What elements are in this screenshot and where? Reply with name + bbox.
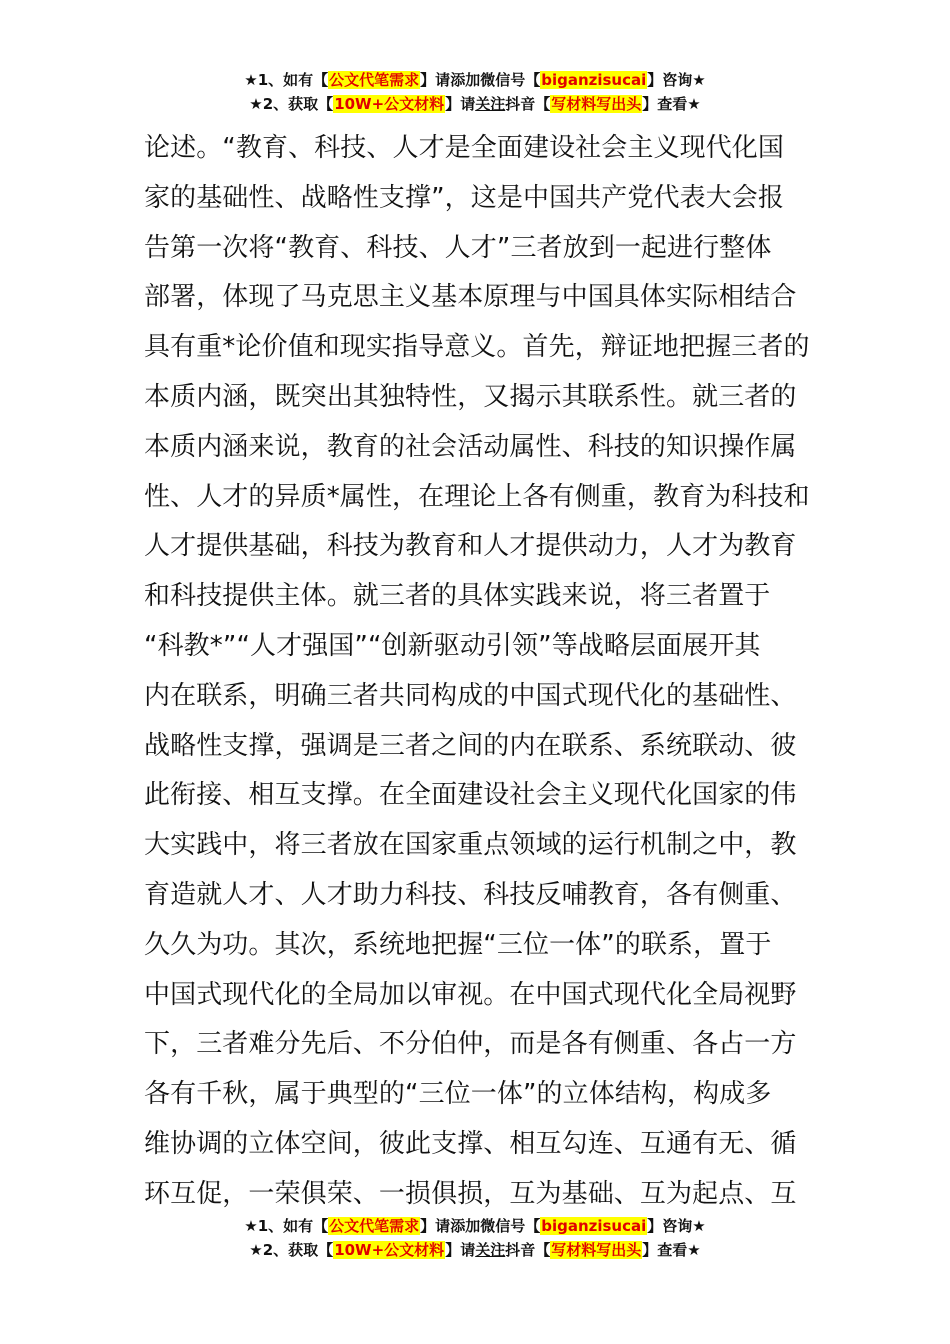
body-text-line: 部署，体现了马克思主义基本原理与中国具体实际相结合 [144,282,797,313]
footer-banner-line-2 [0,1238,950,1262]
body-text-line: 中国式现代化的全局加以审视。在中国式现代化全局视野 [144,979,797,1010]
body-text-line: 性、人才的异质*属性，在理论上各有侧重，教育为科技和 [144,481,810,512]
banner-text: ★2、获取【 [249,1241,334,1259]
banner-text: 抖音【 [505,95,551,113]
banner-text: 】咨询★ [647,71,706,89]
body-text-line: 维协调的立体空间，彼此支撑、相互勾连、互通有无、循 [144,1128,797,1159]
banner-emphasis: 添加 [450,71,481,89]
banner-highlight-douyin-id: 写材料写出头 [551,95,642,113]
body-text-line: 育造就人才、人才助力科技、科技反哺教育，各有侧重、 [144,879,797,910]
header-banner [0,68,950,116]
banner-highlight-service: 公文代笔需求 [329,1217,420,1235]
banner-highlight-service: 公文代笔需求 [329,71,420,89]
banner-text: 】请 [420,1217,451,1235]
body-text-line: 论述。“教育、科技、人才是全面建设社会主义现代化国 [144,133,784,163]
header-banner-line-1 [0,68,950,92]
header-banner-line-2 [0,92,950,116]
banner-text: 】请 [420,71,451,89]
body-text-line: 具有重*论价值和现实指导意义。首先，辩证地把握三者的 [144,332,810,363]
banner-text: ★2、获取【 [249,95,334,113]
banner-highlight-wechat-id: biganzisucai [541,1217,647,1235]
body-text-line: 和科技提供主体。就三者的具体实践来说，将三者置于 [144,581,771,612]
footer-banner-line-1 [0,1214,950,1238]
body-text-line: 人才提供基础，科技为教育和人才提供动力，人才为教育 [144,531,797,562]
banner-text: 微信号【 [480,71,541,89]
body-text-line: 各有千秋，属于典型的“三位一体”的立体结构，构成多 [144,1079,772,1110]
footer-banner [0,1214,950,1262]
body-text-line: 本质内涵，既突出其独特性，又揭示其联系性。就三者的 [144,381,797,412]
banner-text: 】请 [445,1241,476,1259]
banner-highlight-materials: 10W+公文材料 [334,95,445,113]
body-text-line: 此衔接、相互支撑。在全面建设社会主义现代化国家的伟 [144,780,797,811]
body-text-line: 本质内涵来说，教育的社会活动属性、科技的知识操作属 [144,431,797,462]
banner-highlight-wechat-id: biganzisucai [541,71,647,89]
body-text-line: “科教*”“人才强国”“创新驱动引领”等战略层面展开其 [144,630,761,661]
banner-emphasis: 添加 [450,1217,481,1235]
banner-text: 】查看★ [642,1241,701,1259]
banner-text: 抖音【 [505,1241,551,1259]
body-text-line: 下，三者难分先后、不分伯仲，而是各有侧重、各占一方 [144,1029,797,1060]
body-text-line: 告第一次将“教育、科技、人才”三者放到一起进行整体 [144,232,772,263]
banner-text: ★1、如有【 [244,1217,329,1235]
body-text-line: 家的基础性、战略性支撑”，这是中国共产党代表大会报 [144,182,784,213]
body-text-line: 内在联系，明确三者共同构成的中国式现代化的基础性、 [144,680,797,711]
body-text-line: 环互促，一荣俱荣、一损俱损，互为基础、互为起点、互 [144,1178,797,1209]
banner-text: 】咨询★ [647,1217,706,1235]
body-text-line: 久久为功。其次，系统地把握“三位一体”的联系，置于 [144,929,772,960]
body-text-line: 大实践中，将三者放在国家重点领域的运行机制之中，教 [144,830,797,861]
banner-text: 】查看★ [642,95,701,113]
body-text-line: 战略性支撑，强调是三者之间的内在联系、系统联动、彼 [144,730,797,761]
banner-emphasis: 关注 [475,95,506,113]
banner-text: ★1、如有【 [244,71,329,89]
banner-highlight-douyin-id: 写材料写出头 [551,1241,642,1259]
banner-highlight-materials: 10W+公文材料 [334,1241,445,1259]
document-body [144,124,810,1220]
banner-text: 微信号【 [480,1217,541,1235]
banner-emphasis: 关注 [475,1241,506,1259]
banner-text: 】请 [445,95,476,113]
